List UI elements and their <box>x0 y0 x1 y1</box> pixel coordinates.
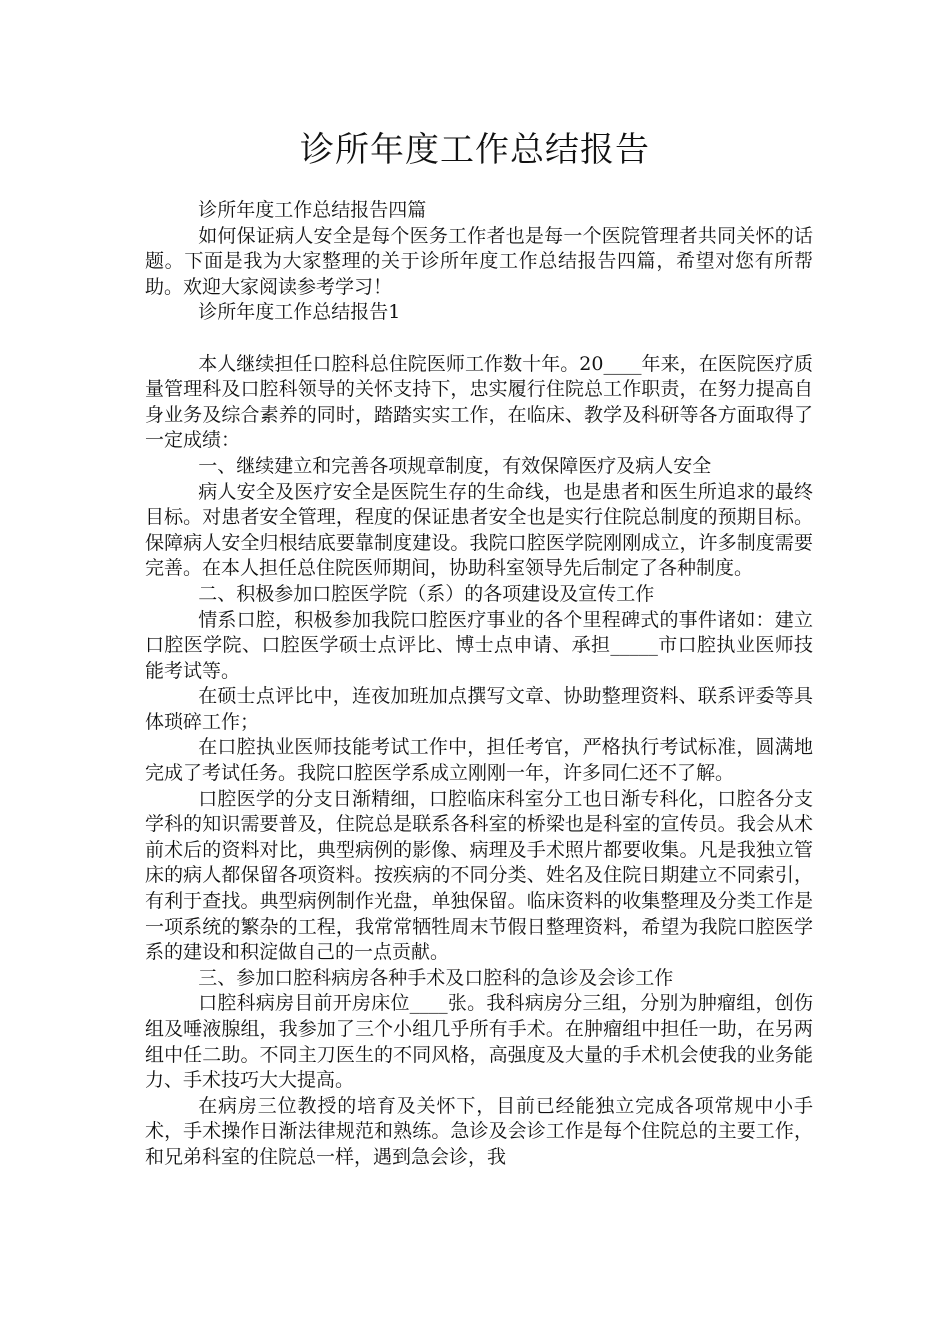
body-paragraph: 病人安全及医疗安全是医院生存的生命线，也是患者和医生所追求的最终目标。对患者安全管理，程度的保证患者安全也是实行住院总制度的预期目标。保障病人安全归根结底要靠制度建设。我院口腔医学院刚刚成立，许多制度需要完善。在本人担任总住院医师期间，协助科室领导先后制定了各种制度。 <box>145 480 813 580</box>
document-body <box>145 198 813 1171</box>
item-heading-2: 二、积极参加口腔医学院（系）的各项建设及宣传工作 <box>198 582 655 605</box>
blank-line <box>145 326 813 352</box>
body-paragraph: 在口腔执业医师技能考试工作中，担任考官，严格执行考试标准，圆满地完成了考试任务。我院口腔医学系成立刚刚一年，许多同仁还不了解。 <box>145 736 813 785</box>
body-paragraph: 本人继续担任口腔科总住院医师工作数十年。20____年来，在医院医疗质量管理科及口腔科领导的关怀支持下，忠实履行住院总工作职责，在努力提高自身业务及综合素养的同时，踏踏实实工作，在临床、教学及科研等各方面取得了一定成绩： <box>145 352 813 452</box>
document-subtitle: 诊所年度工作总结报告四篇 <box>198 199 427 221</box>
body-paragraph: 在硕士点评比中，连夜加班加点撰写文章、协助整理资料、联系评委等具体琐碎工作； <box>145 685 813 733</box>
intro-paragraph: 如何保证病人安全是每个医务工作者也是每一个医院管理者共同关怀的话题。下面是我为大家整理的关于诊所年度工作总结报告四篇，希望对您有所帮助。欢迎大家阅读参考学习！ <box>145 224 813 298</box>
item-heading-3: 三、参加口腔科病房各种手术及口腔科的急诊及会诊工作 <box>198 966 674 989</box>
body-paragraph: 口腔医学的分支日渐精细，口腔临床科室分工也日渐专科化，口腔各分支学科的知识需要普及，住院总是联系各科室的桥梁也是科室的宣传员。我会从术前术后的资料对比，典型病例的影像、病理及手术照片都要收集。凡是我独立管床的病人都保留各项资料。按疾病的不同分类、姓名及住院日期建立不同索引，有利于查找。典型病例制作光盘，单独保留。临床资料的收集整理及分类工作是一项系统的繁杂的工程，我常常牺牲周末节假日整理资料，希望为我院口腔医学系的建设和积淀做自己的一点贡献。 <box>145 787 813 964</box>
body-paragraph: 口腔科病房目前开房床位____张。我科病房分三组，分别为肿瘤组，创伤组及唾液腺组，我参加了三个小组几乎所有手术。在肿瘤组中担任一助，在另两组中任二助。不同主刀医生的不同风格，高强度及大量的手术机会使我的业务能力、手术技巧大大提高。 <box>145 992 813 1092</box>
section-heading: 诊所年度工作总结报告1 <box>198 301 401 324</box>
body-paragraph: 在病房三位教授的培育及关怀下，目前已经能独立完成各项常规中小手术，手术操作日渐法律规范和熟练。急诊及会诊工作是每个住院总的主要工作，和兄弟科室的住院总一样，遇到急会诊，我 <box>145 1094 813 1168</box>
body-paragraph: 情系口腔，积极参加我院口腔医疗事业的各个里程碑式的事件诸如：建立口腔医学院、口腔医学硕士点评比、博士点申请、承担_____市口腔执业医师技能考试等。 <box>145 608 813 682</box>
item-heading-1: 一、继续建立和完善各项规章制度，有效保障医疗及病人安全 <box>198 454 712 477</box>
document-title: 诊所年度工作总结报告 <box>300 130 650 170</box>
